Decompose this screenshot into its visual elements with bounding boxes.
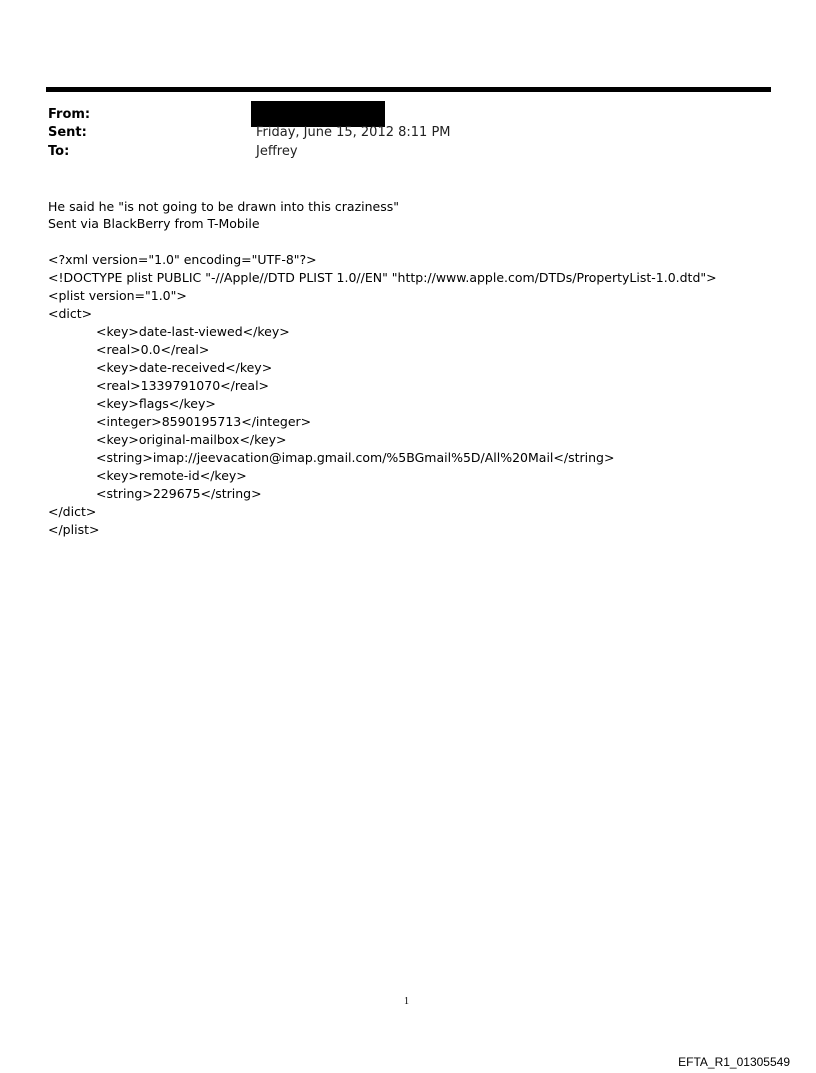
plist-line: <!DOCTYPE plist PUBLIC "-//Apple//DTD PLIST 1.0//EN" "http://www.apple.com/DTDs/PropertyList-1.0.dtd"> bbox=[48, 270, 717, 285]
bates-number: EFTA_R1_01305549 bbox=[678, 1055, 790, 1069]
plist-line: </dict> bbox=[48, 504, 97, 519]
message-signature: Sent via BlackBerry from T-Mobile bbox=[48, 216, 260, 231]
to-value: Jeffrey bbox=[256, 144, 298, 159]
plist-line: <string>imap://jeevacation@imap.gmail.com/%5BGmail%5D/All%20Mail</string> bbox=[96, 450, 615, 465]
plist-line: <?xml version="1.0" encoding="UTF-8"?> bbox=[48, 252, 317, 267]
page-number: 1 bbox=[404, 996, 409, 1007]
plist-line: <real>0.0</real> bbox=[96, 342, 210, 357]
sent-label: Sent: bbox=[48, 125, 87, 140]
plist-line: <key>original-mailbox</key> bbox=[96, 432, 287, 447]
plist-line: <key>date-received</key> bbox=[96, 360, 273, 375]
sent-value: Friday, June 15, 2012 8:11 PM bbox=[256, 125, 451, 140]
plist-line: <key>flags</key> bbox=[96, 396, 216, 411]
from-redaction bbox=[251, 101, 385, 127]
plist-line: <plist version="1.0"> bbox=[48, 288, 187, 303]
plist-line: <key>remote-id</key> bbox=[96, 468, 247, 483]
plist-line: <integer>8590195713</integer> bbox=[96, 414, 312, 429]
plist-line: <string>229675</string> bbox=[96, 486, 262, 501]
plist-line: <key>date-last-viewed</key> bbox=[96, 324, 290, 339]
plist-line: <dict> bbox=[48, 306, 93, 321]
message-line-1: He said he "is not going to be drawn into this craziness" bbox=[48, 199, 400, 214]
header-divider bbox=[46, 87, 771, 92]
to-label: To: bbox=[48, 144, 70, 159]
plist-line: <real>1339791070</real> bbox=[96, 378, 270, 393]
from-label: From: bbox=[48, 107, 91, 122]
plist-line: </plist> bbox=[48, 522, 100, 537]
